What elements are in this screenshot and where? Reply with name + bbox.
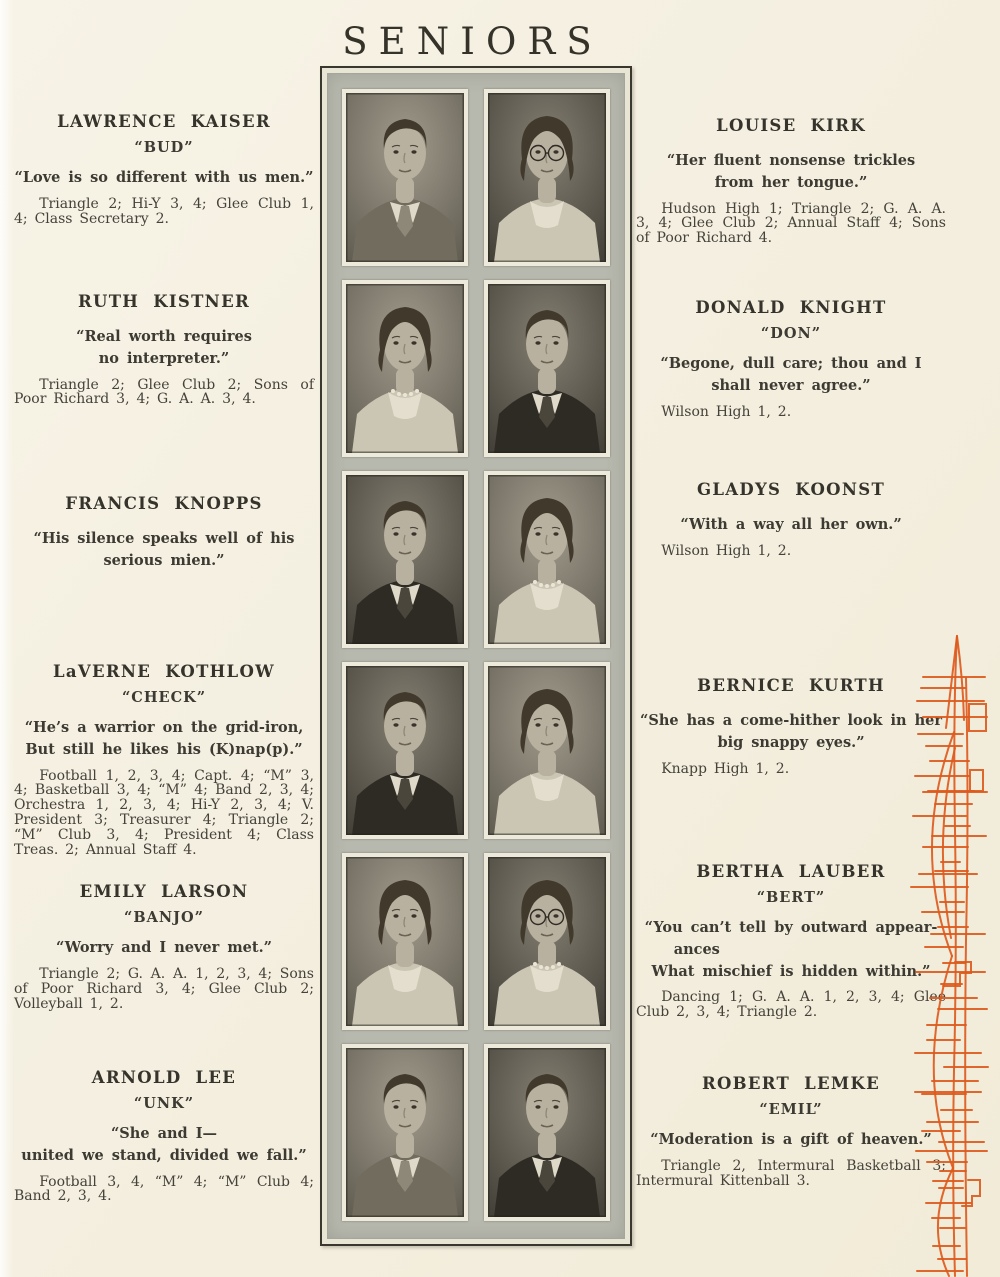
student-activities: Triangle 2, Intermural Basketball 3; Intermural Kittenball 3. bbox=[636, 1157, 946, 1189]
photo-mat-bernice-kurth bbox=[484, 662, 610, 839]
student-name: LAWRENCE KAISER bbox=[57, 112, 271, 131]
portrait-photo-arnold-lee bbox=[346, 1048, 464, 1217]
student-entry-laverne-kothlow bbox=[14, 662, 314, 858]
student-name: DONALD KNIGHT bbox=[695, 298, 887, 317]
student-quote: “She and I— united we stand, divided we fall.” bbox=[21, 1125, 307, 1164]
photo-mat-ruth-kistner bbox=[342, 280, 468, 457]
student-nickname: “UNK” bbox=[133, 1095, 195, 1112]
student-quote: “Moderation is a gift of heaven.” bbox=[650, 1131, 932, 1148]
student-quote: “His silence speaks well of his serious mien.” bbox=[33, 530, 295, 569]
student-activities: Football 1, 2, 3, 4; Capt. 4; “M” 3, 4; Basketball 3, 4; “M” 4; Band 2, 3, 4; Orchestra 1, 2, 3, 4; Hi-Y 2, 3, 4; V. President 3; Treasurer 4; Triangle 2; “M” Club 3, 4; President 4; Class Treas. 2; Annual Staff 4. bbox=[14, 767, 314, 859]
student-nickname: “BUD” bbox=[134, 139, 194, 156]
student-name: LOUISE KIRK bbox=[716, 116, 866, 135]
student-entry-francis-knopps bbox=[14, 494, 314, 580]
student-quote: “She has a come-hither look in her big snappy eyes.” bbox=[640, 712, 942, 751]
portrait-photo-bernice-kurth bbox=[488, 666, 606, 835]
student-nickname: “BERT” bbox=[756, 889, 826, 906]
portrait-photo-bertha-lauber bbox=[488, 857, 606, 1026]
left-column bbox=[14, 0, 314, 1277]
student-name: LaVERNE KOTHLOW bbox=[53, 662, 275, 681]
student-quote: “Begone, dull care; thou and I shall never agree.” bbox=[660, 355, 922, 394]
student-quote: “With a way all her own.” bbox=[680, 516, 902, 533]
photo-mat-bertha-lauber bbox=[484, 853, 610, 1030]
student-quote: “Worry and I never met.” bbox=[56, 939, 272, 956]
portrait-photo-emily-larson bbox=[346, 857, 464, 1026]
student-nickname: “DON” bbox=[760, 325, 822, 342]
student-nickname: “EMIL” bbox=[759, 1101, 823, 1118]
photo-mat-lawrence-kaiser bbox=[342, 89, 468, 266]
student-quote: “You can’t tell by outward appear- ances What mischief is hidden within.” bbox=[644, 919, 938, 980]
student-quote: “Love is so different with us men.” bbox=[14, 169, 314, 186]
student-entry-louise-kirk bbox=[636, 116, 946, 246]
student-nickname: “CHECK” bbox=[121, 689, 207, 706]
photo-mat-arnold-lee bbox=[342, 1044, 468, 1221]
photo-mat-gladys-koonst bbox=[484, 471, 610, 648]
student-activities: Triangle 2; Glee Club 2; Sons of Poor Richard 3, 4; G. A. A. 3, 4. bbox=[14, 376, 314, 408]
student-name: BERNICE KURTH bbox=[697, 676, 885, 695]
student-activities: Wilson High 1, 2. bbox=[661, 542, 792, 559]
portrait-photo-lawrence-kaiser bbox=[346, 93, 464, 262]
portrait-photo-robert-lemke bbox=[488, 1048, 606, 1217]
hand-drawn-doodle-icon bbox=[893, 620, 1000, 1277]
photo-mat-robert-lemke bbox=[484, 1044, 610, 1221]
student-name: EMILY LARSON bbox=[79, 882, 249, 901]
portrait-photo-gladys-koonst bbox=[488, 475, 606, 644]
student-name: RUTH KISTNER bbox=[78, 292, 250, 311]
student-quote: “Her fluent nonsense trickles from her tongue.” bbox=[666, 152, 916, 191]
page-title: SENIORS bbox=[342, 20, 603, 63]
student-name: ARNOLD LEE bbox=[91, 1068, 237, 1087]
photo-mat-emily-larson bbox=[342, 853, 468, 1030]
photo-frame bbox=[320, 66, 632, 1246]
student-quote: “He’s a warrior on the grid-iron, But still he likes his (K)nap(p).” bbox=[24, 719, 304, 758]
student-name: GLADYS KOONST bbox=[696, 480, 886, 499]
student-activities: Hudson High 1; Triangle 2; G. A. A. 3, 4; Glee Club 2; Annual Staff 4; Sons of Poor Richard 4. bbox=[636, 200, 946, 247]
portrait-photo-laverne-kothlow bbox=[346, 666, 464, 835]
student-activities: Triangle 2; Hi-Y 3, 4; Glee Club 1, 4; Class Secretary 2. bbox=[14, 195, 314, 227]
student-activities: Dancing 1; G. A. A. 1, 2, 3, 4; Glee Club 2, 3, 4; Triangle 2. bbox=[636, 989, 946, 1021]
student-entry-emily-larson bbox=[14, 882, 314, 1012]
student-entry-gladys-koonst bbox=[636, 480, 946, 559]
student-activities: Wilson High 1, 2. bbox=[661, 403, 792, 420]
student-name: FRANCIS KNOPPS bbox=[65, 494, 263, 513]
student-entry-donald-knight bbox=[636, 298, 946, 419]
student-activities: Football 3, 4, “M” 4; “M” Club 4; Band 2, 3, 4. bbox=[14, 1173, 314, 1205]
student-nickname: “BANJO” bbox=[124, 909, 204, 926]
portrait-photo-francis-knopps bbox=[346, 475, 464, 644]
photo-mat-louise-kirk bbox=[484, 89, 610, 266]
student-entry-lawrence-kaiser bbox=[14, 112, 314, 227]
student-entry-arnold-lee bbox=[14, 1068, 314, 1204]
student-activities: Triangle 2; G. A. A. 1, 2, 3, 4; Sons of Poor Richard 3, 4; Glee Club 2; Volleyball 1, 2. bbox=[14, 965, 314, 1012]
portrait-photo-ruth-kistner bbox=[346, 284, 464, 453]
student-name: BERTHA LAUBER bbox=[696, 862, 886, 881]
student-entry-ruth-kistner bbox=[14, 292, 314, 407]
photo-mat-donald-knight bbox=[484, 280, 610, 457]
photo-grid bbox=[327, 73, 625, 1239]
photo-mat-francis-knopps bbox=[342, 471, 468, 648]
photo-mat-laverne-kothlow bbox=[342, 662, 468, 839]
student-quote: “Real worth requires no interpreter.” bbox=[76, 328, 252, 367]
portrait-photo-donald-knight bbox=[488, 284, 606, 453]
student-name: ROBERT LEMKE bbox=[701, 1074, 880, 1093]
student-activities: Knapp High 1, 2. bbox=[661, 760, 790, 777]
portrait-photo-louise-kirk bbox=[488, 93, 606, 262]
